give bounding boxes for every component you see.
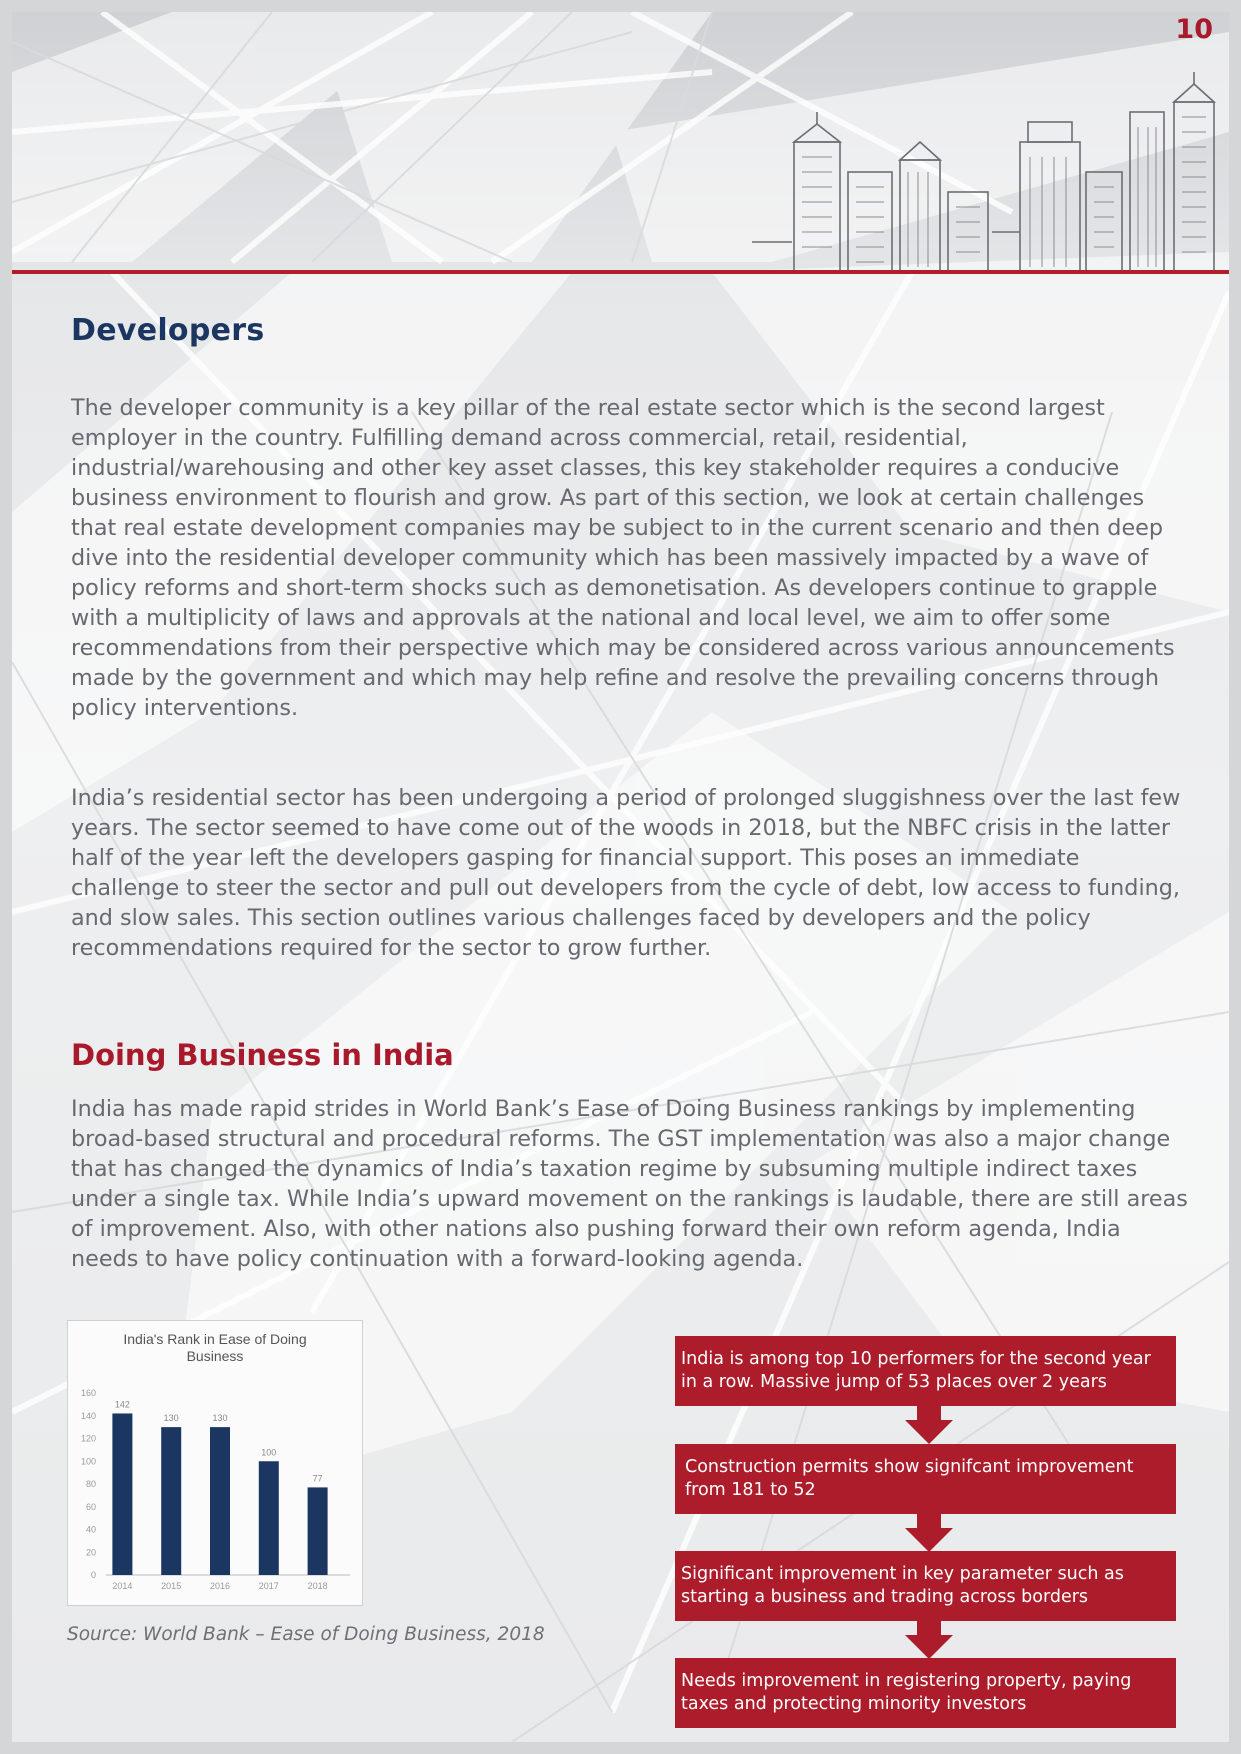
report-page [12,12,1229,1742]
down-arrow-icon [905,1514,953,1552]
down-arrow-icon [905,1406,953,1444]
chart-bar [259,1461,279,1575]
developers-paragraph-2: India’s residential sector has been undergoing a period of prolonged sluggishness over the last few years. The sector seemed to have come out of the woods in 2018, but the NBFC crisis in the latter half of the year left the developers gasping for financial support. This poses an immediate challenge to steer the sector and pull out developers from the cycle of debt, low access to funding, and slow sales. This section outlines various challenges faced by developers and the policy recommendations required for the sector to grow further. [71,785,1181,961]
y-tick-label: 0 [90,1570,96,1580]
chart-bar [210,1427,230,1575]
doing-business-paragraph: India has made rapid strides in World Bank’s Ease of Doing Business rankings by implementing broad-based structural and procedural reforms. The GST implementation was also a major change that has changed the dynamics of India’s taxation regime by subsuming multiple indirect taxes under a single tax. While India’s upward movement on the rankings is laudable, there are still areas of improvement. Also, with other nations also pushing forward their own reform agenda, India needs to have policy continuation with a forward-looking agenda. [71,1096,1188,1272]
y-tick-label: 40 [85,1524,96,1535]
x-tick-label: 2016 [209,1581,231,1591]
y-tick-label: 60 [85,1501,96,1512]
x-tick-label: 2017 [258,1581,279,1591]
highlight-box-3: Significant improvement in key parameter such as starting a business and trading across borders [675,1551,1176,1621]
x-tick-label: 2015 [161,1581,182,1591]
chart-title-line-2: Business [186,1348,244,1364]
bar-data-label: 77 [312,1473,323,1484]
developers-paragraph-1: The developer community is a key pillar of the real estate sector which is the second largest employer in the country. Fulfilling demand across commercial, retail, residential, industrial/warehousing and other key asset classes, this key stakeholder requires a conducive business environment to flourish and grow. As part of this section, we look at certain challenges that real estate development companies may be subject to in the current scenario and then deep dive into the residential developer community which has been massively impacted by a wave of policy reforms and short-term shocks such as demonetisation. As developers continue to grapple with a multiplicity of laws and approvals at the national and local level, we aim to offer some recommendations from their perspective which may be considered across various announcements made by the government and which may help refine and resolve the prevailing concerns through policy interventions. [71,395,1175,721]
y-tick-label: 20 [85,1547,96,1558]
section-heading-developers: Developers [71,313,265,348]
bar-data-label: 130 [212,1413,228,1424]
x-tick-label: 2014 [112,1581,133,1591]
chart-svg [68,1321,362,1605]
y-tick-label: 160 [80,1388,96,1398]
section-heading-doing-business: Doing Business in India [71,1038,454,1072]
x-tick-label: 2018 [307,1581,328,1591]
bar-data-label: 130 [163,1413,179,1424]
down-arrow-icon [905,1621,953,1659]
y-tick-label: 140 [80,1410,96,1421]
bar-data-label: 100 [261,1447,277,1458]
y-tick-label: 120 [80,1433,96,1444]
city-skyline-sketch [752,72,1229,287]
chart-bar [161,1427,181,1575]
highlight-box-2: Construction permits show signifcant improvement from 181 to 52 [675,1444,1176,1514]
y-tick-label: 80 [85,1479,96,1489]
chart-bar [112,1413,132,1575]
highlight-box-4: Needs improvement in registering property, paying taxes and protecting minority investors [675,1658,1176,1728]
y-tick-label: 100 [80,1456,96,1467]
bar-data-label: 142 [114,1399,130,1410]
chart-source-note: Source: World Bank – Ease of Doing Business, 2018 [67,1624,545,1645]
header-divider-line [12,270,1229,274]
page-number: 10 [1175,14,1213,45]
chart-bar [308,1487,328,1575]
highlight-box-1: India is among top 10 performers for the second year in a row. Massive jump of 53 places over 2 years [675,1336,1176,1406]
ease-of-doing-business-chart [67,1320,363,1606]
chart-title-line-1: India's Rank in Ease of Doing [123,1331,307,1347]
